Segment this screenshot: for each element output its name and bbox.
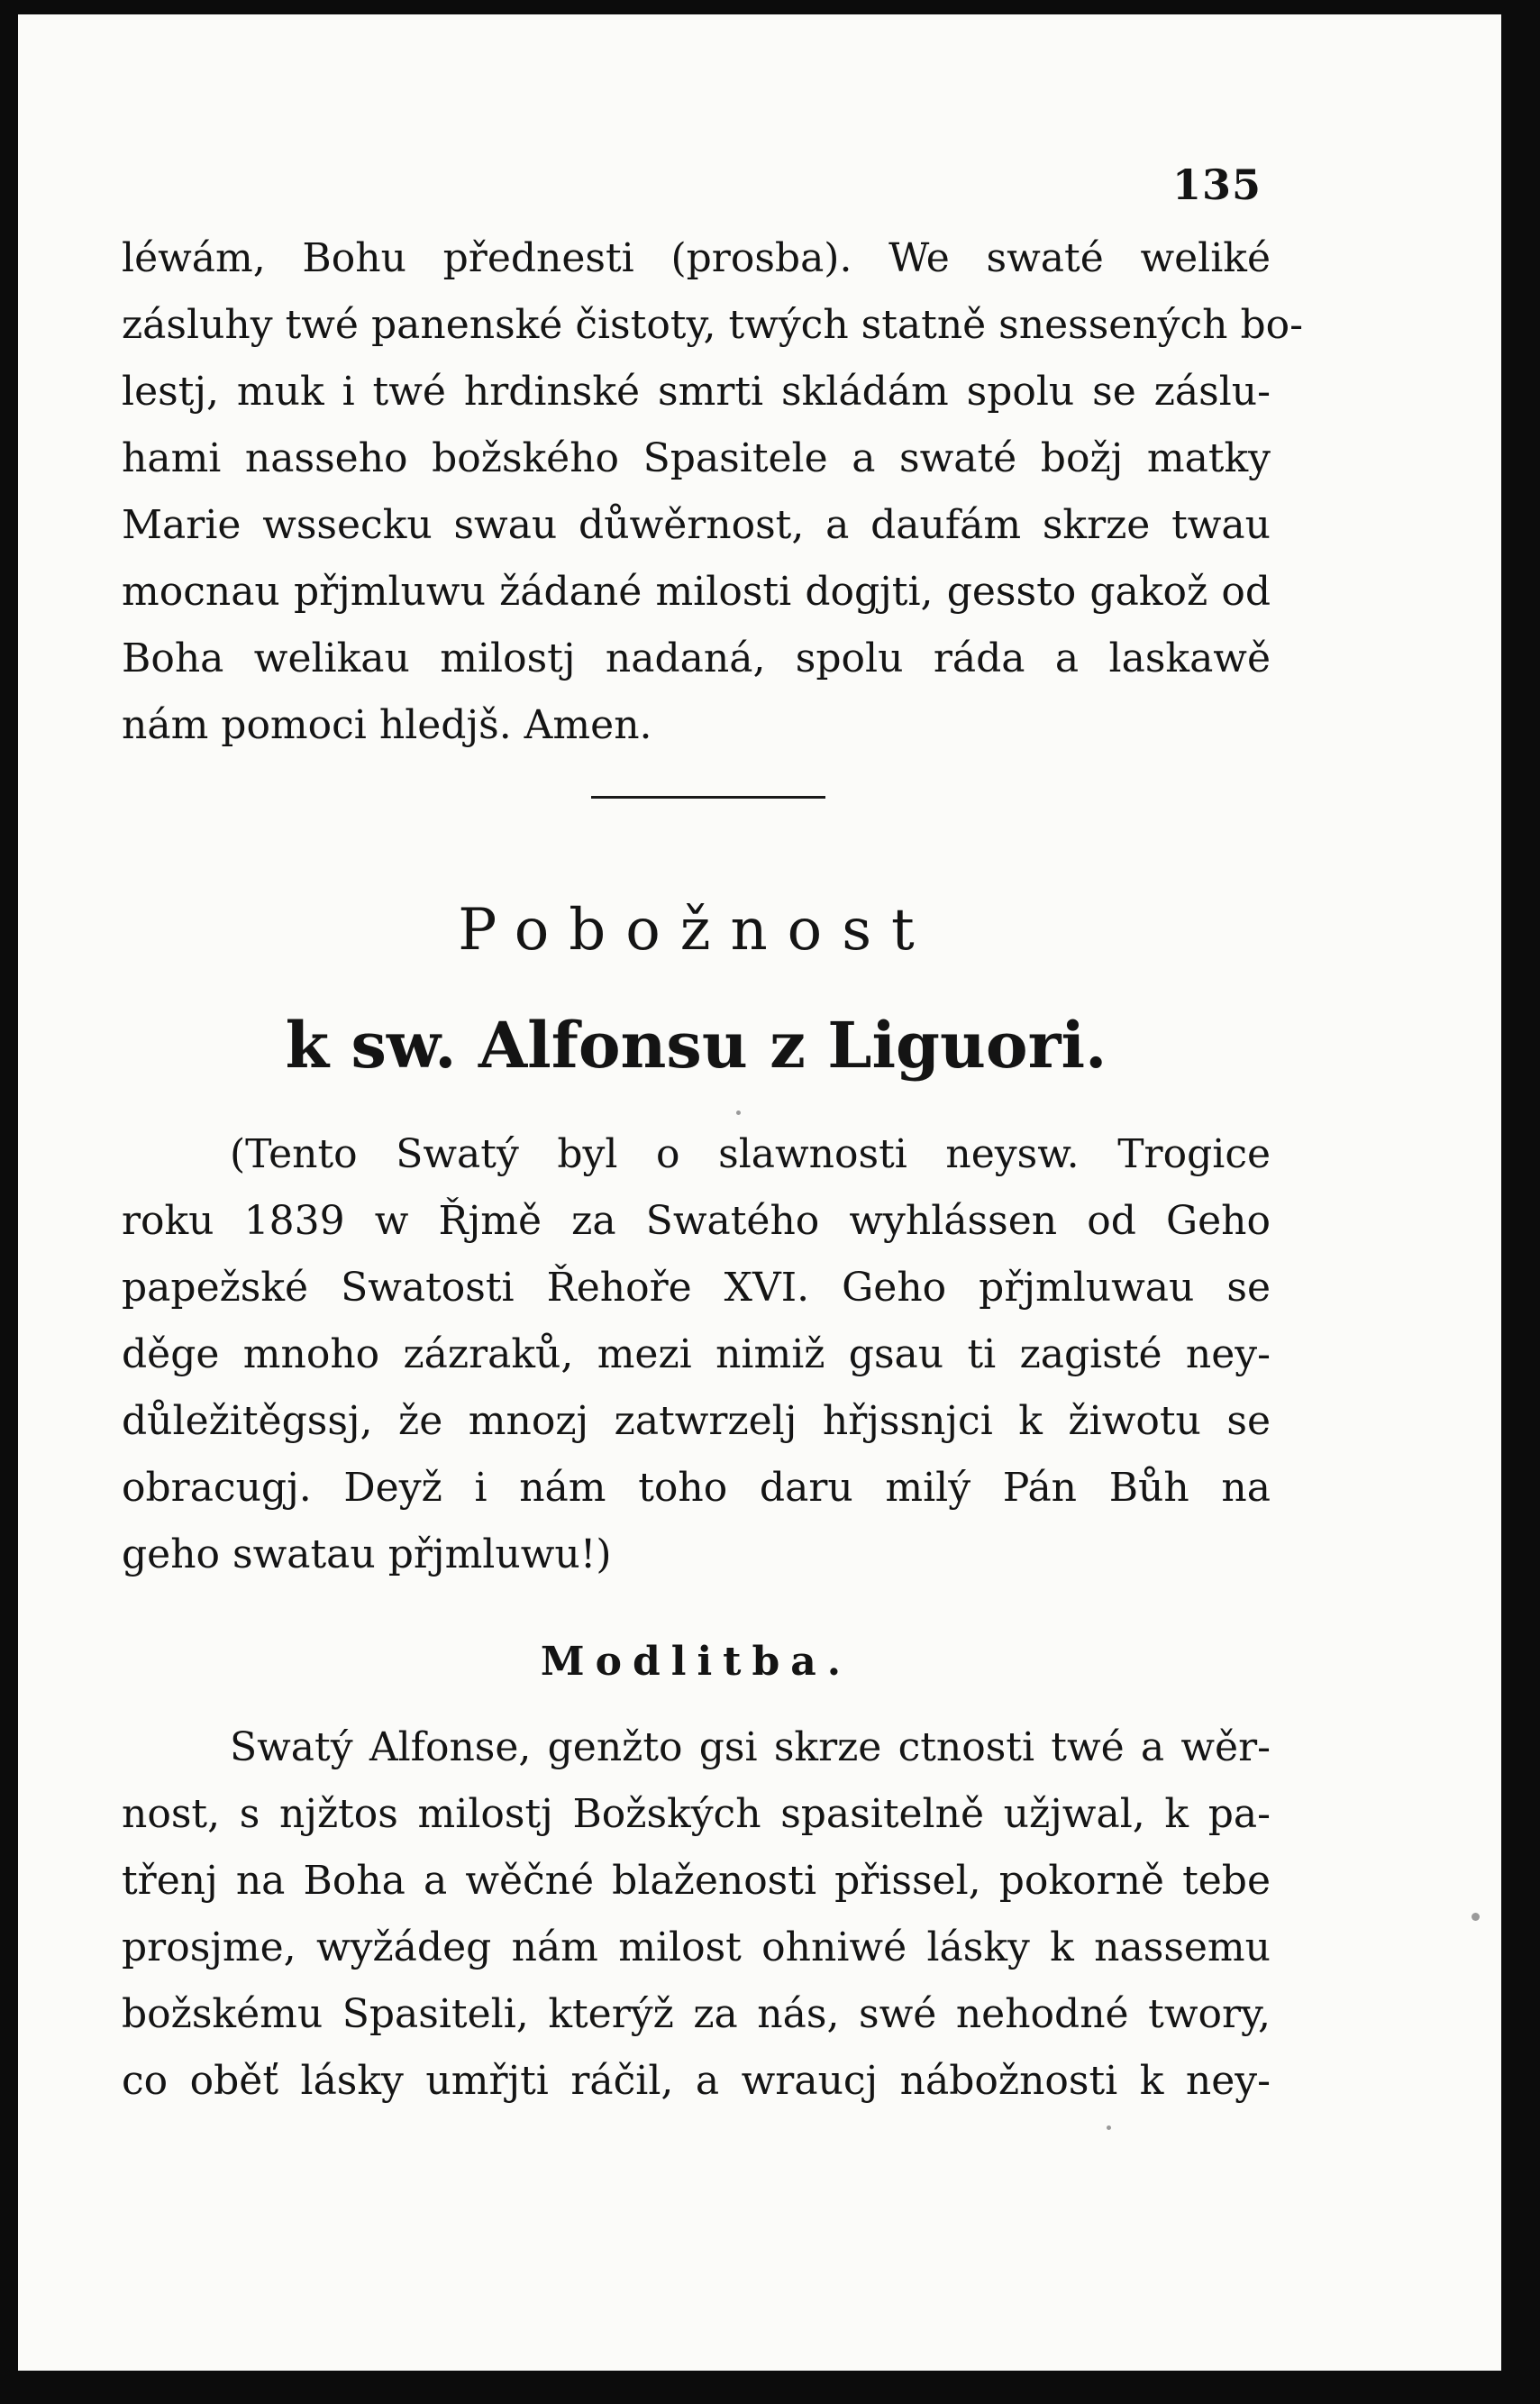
text-line: božskému Spasiteli, kterýž za nás, swé nehodné twory, [122, 1991, 1271, 2037]
text-line: děge mnoho zázraků, mezi nimiž gsau ti zagisté ney- [122, 1331, 1271, 1377]
text-line: mocnau přjmluwu žádané milosti dogjti, gessto gakož od [122, 569, 1271, 615]
text-line: geho swatau přjmluwu!) [122, 1531, 612, 1577]
scan-border-bottom [0, 2371, 1540, 2404]
text-line: roku 1839 w Řjmě za Swatého wyhlássen od Geho [122, 1198, 1271, 1244]
page-number: 135 [1171, 160, 1262, 209]
text-line: (Tento Swatý byl o slawnosti neysw. Trogice [230, 1131, 1271, 1177]
section-subtitle: k sw. Alfonsu z Liguori. [285, 1008, 1107, 1083]
text-line: nost, s njžtos milostj Božských spasitelně užjwal, k pa- [122, 1791, 1271, 1837]
prayer-heading: Modlitba. [540, 1639, 852, 1685]
text-line: obracugj. Deyž i nám toho daru milý Pán Bůh na [122, 1465, 1271, 1511]
scan-speck [736, 1111, 741, 1115]
scan-speck [1472, 1913, 1480, 1921]
text-line: Marie wssecku swau důwěrnost, a daufám skrze twau [122, 502, 1271, 548]
text-line: hami nasseho božského Spasitele a swaté božj matky [122, 435, 1271, 481]
text-line: léwám, Bohu přednesti (prosba). We swaté weliké [122, 235, 1271, 281]
scan-border-top [0, 0, 1540, 14]
text-line: Boha welikau milostj nadaná, spolu ráda a laskawě [122, 635, 1271, 681]
text-line: nám pomoci hledjš. Amen. [122, 702, 652, 748]
text-line: důležitěgssj, že mnozj zatwrzelj hřjssnjci k žiwotu se [122, 1398, 1271, 1444]
scan-border-right [1501, 0, 1540, 2404]
text-line: papežské Swatosti Řehoře XVI. Geho přjmluwau se [122, 1265, 1271, 1311]
scan-border-left [0, 0, 18, 2404]
text-line: třenj na Boha a wěčné blaženosti přissel, pokorně tebe [122, 1858, 1271, 1904]
section-divider [591, 796, 825, 799]
text-line: lestj, muk i twé hrdinské smrti skládám spolu se záslu- [122, 369, 1271, 415]
section-title: Pobožnost [458, 897, 934, 964]
scan-speck [1107, 2125, 1111, 2130]
text-line: Swatý Alfonse, genžto gsi skrze ctnosti twé a wěr- [230, 1724, 1271, 1770]
text-line: zásluhy twé panenské čistoty, twých statně snessených bo- [122, 302, 1304, 348]
text-line: prosjme, wyžádeg nám milost ohniwé lásky k nassemu [122, 1924, 1271, 1970]
text-line: co oběť lásky umřjti ráčil, a wraucj nábožnosti k ney- [122, 2058, 1271, 2104]
